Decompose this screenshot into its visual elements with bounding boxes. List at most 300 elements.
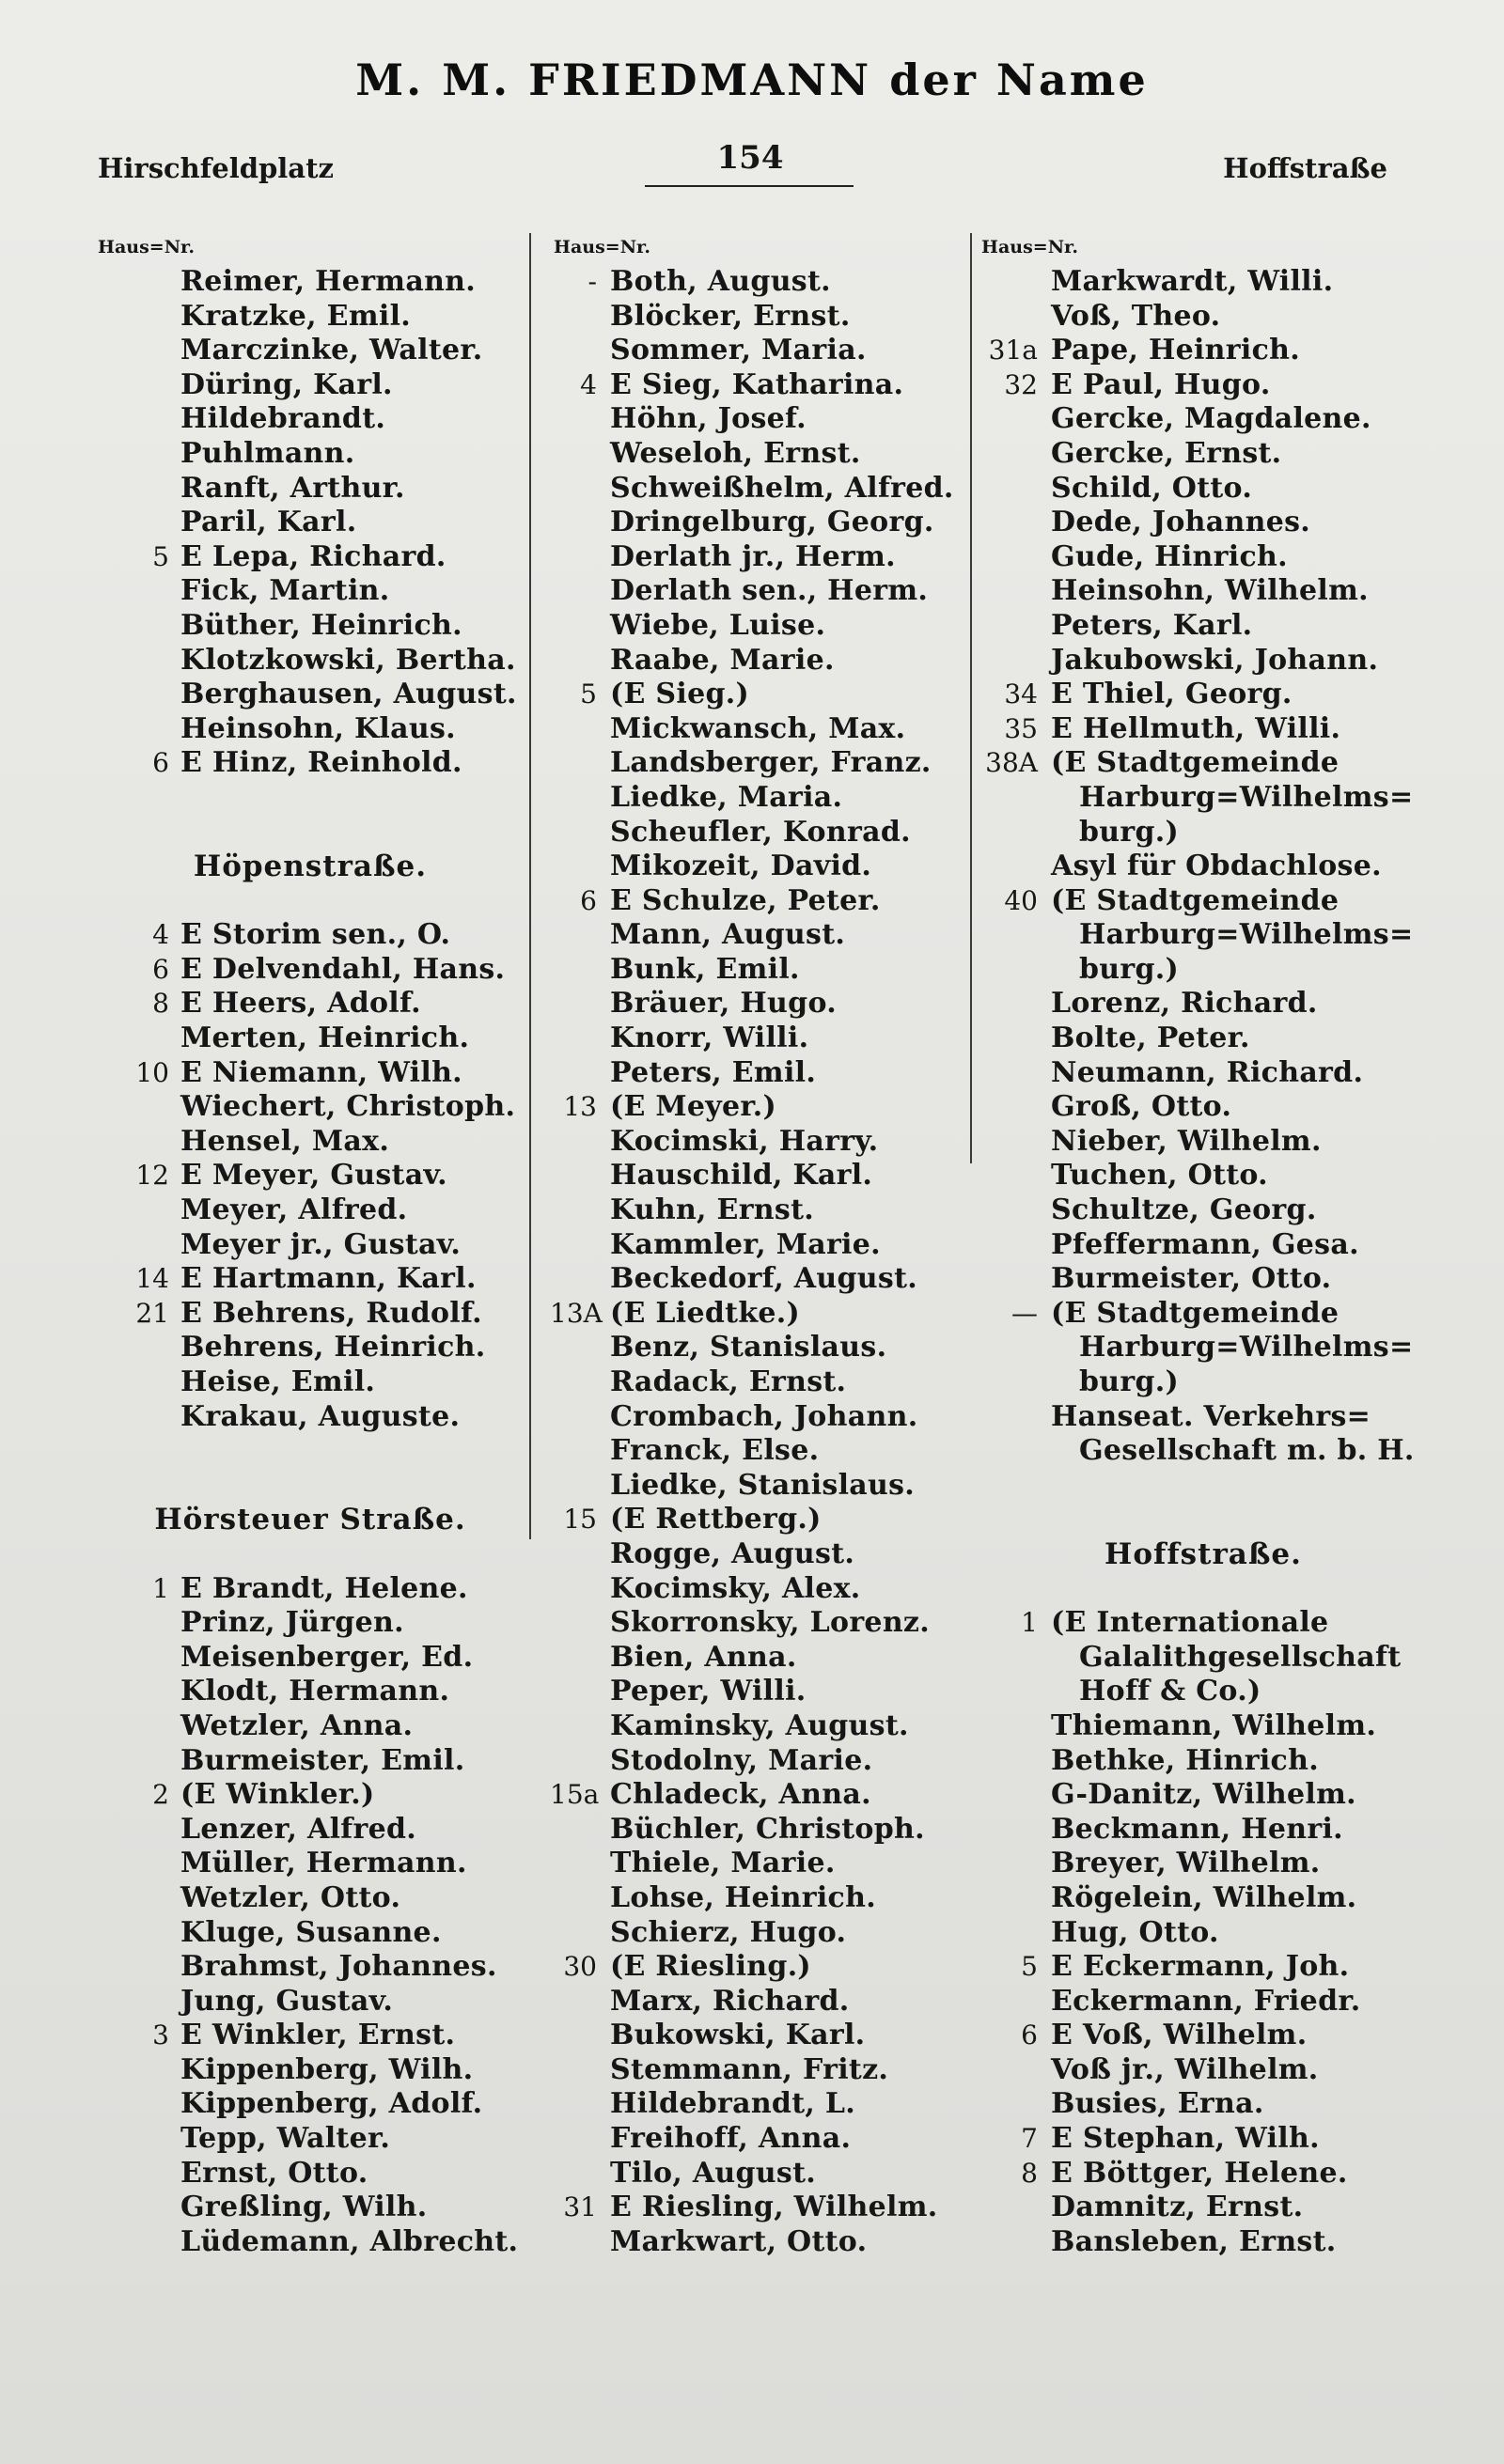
resident-name: Crombach, Johann.	[610, 1399, 918, 1433]
resident-name: Nieber, Wilhelm.	[1051, 1124, 1322, 1158]
resident-name: Bien, Anna.	[610, 1640, 797, 1674]
directory-entry	[550, 953, 973, 988]
resident-name: Thiele, Marie.	[610, 1847, 836, 1880]
street-heading: Hörsteuer Straße.	[154, 1503, 466, 1537]
resident-name: Voß jr., Wilhelm.	[1051, 2052, 1319, 2086]
directory-entry	[550, 1331, 973, 1365]
house-number: 5	[152, 540, 169, 572]
house-number: 35	[1004, 712, 1038, 744]
resident-name: Damnitz, Ernst.	[1051, 2191, 1304, 2224]
resident-name: E Hellmuth, Willi.	[1051, 711, 1341, 745]
directory-entry	[94, 540, 526, 575]
resident-name: Kippenberg, Adolf.	[180, 2087, 483, 2121]
directory-entry	[978, 2157, 1429, 2191]
directory-entry	[550, 644, 973, 678]
directory-entry	[978, 2225, 1429, 2260]
directory-entry	[550, 2087, 973, 2122]
resident-name: Pape, Heinrich.	[1051, 334, 1301, 367]
resident-name: Behrens, Heinrich.	[180, 1331, 486, 1365]
directory-entry	[978, 2019, 1429, 2053]
directory-entry	[978, 1709, 1429, 1744]
house-number: 21	[135, 1297, 169, 1329]
resident-name: E Thiel, Georg.	[1051, 678, 1292, 711]
directory-entry	[94, 1744, 526, 1779]
directory-entry	[94, 712, 526, 747]
resident-name: Bukowski, Karl.	[610, 2019, 866, 2052]
directory-entry	[978, 1778, 1429, 1813]
entry-continuation	[978, 1675, 1429, 1709]
directory-entry	[94, 1297, 526, 1332]
directory-entry	[94, 1125, 526, 1160]
resident-name: E Hinz, Reinhold.	[180, 746, 462, 780]
resident-name: Krakau, Auguste.	[180, 1399, 461, 1433]
resident-name: Lohse, Heinrich.	[610, 1880, 876, 1914]
house-number: 10	[135, 1056, 169, 1088]
resident-name: (E Stadtgemeinde	[1051, 883, 1340, 917]
directory-entry	[550, 1125, 973, 1160]
directory-entry	[550, 712, 973, 747]
directory-entry	[550, 1950, 973, 1985]
directory-entry	[550, 1262, 973, 1297]
house-number: 31	[563, 2191, 597, 2223]
resident-name: Wetzler, Otto.	[180, 1880, 401, 1914]
resident-name: Tilo, August.	[610, 2156, 816, 2190]
directory-entry	[94, 644, 526, 678]
house-number: 32	[1004, 368, 1038, 400]
resident-name: Kluge, Susanne.	[180, 1915, 442, 1949]
resident-name: Skorronsky, Lorenz.	[610, 1606, 931, 1640]
resident-name: burg.)	[1079, 952, 1180, 986]
resident-name: Beckedorf, August.	[610, 1262, 917, 1296]
house-number: 8	[152, 988, 169, 1020]
resident-name: Derlath jr., Herm.	[610, 539, 896, 573]
resident-name: Markwardt, Willi.	[1051, 265, 1334, 298]
resident-name: Hug, Otto.	[1051, 1915, 1219, 1949]
directory-entry	[550, 1881, 973, 1916]
resident-name: Schultze, Georg.	[1051, 1193, 1317, 1227]
resident-name: E Hartmann, Karl.	[180, 1262, 477, 1296]
directory-entry	[550, 2191, 973, 2225]
directory-entry	[978, 437, 1429, 472]
resident-name: Gercke, Ernst.	[1051, 436, 1282, 470]
directory-entry	[550, 1778, 973, 1813]
resident-name: Hensel, Max.	[180, 1124, 390, 1158]
directory-entry	[94, 472, 526, 507]
directory-entry	[978, 1159, 1429, 1193]
resident-name: Heise, Emil.	[180, 1365, 376, 1398]
directory-entry	[94, 746, 526, 781]
resident-name: Harburg=Wilhelms=	[1079, 780, 1414, 814]
resident-name: Peters, Emil.	[610, 1055, 817, 1089]
directory-column-3	[978, 229, 1429, 2259]
resident-name: (E Sieg.)	[610, 678, 749, 711]
resident-name: Hildebrandt, L.	[610, 2087, 855, 2121]
spacer	[978, 1503, 1429, 1537]
resident-name: Mikozeit, David.	[610, 850, 872, 883]
resident-name: Meyer jr., Gustav.	[180, 1227, 462, 1261]
entry-continuation	[978, 1434, 1429, 1469]
resident-name: Mann, August.	[610, 918, 846, 952]
resident-name: Bolte, Peter.	[1051, 1021, 1250, 1055]
resident-name: Fick, Martin.	[180, 574, 390, 608]
directory-entry	[978, 987, 1429, 1021]
house-number: 1	[1021, 1607, 1038, 1639]
resident-name: Hanseat. Verkehrs=	[1051, 1399, 1371, 1433]
resident-name: Burmeister, Emil.	[180, 1743, 465, 1777]
resident-name: (E Meyer.)	[610, 1090, 777, 1124]
directory-entry	[978, 1985, 1429, 2020]
resident-name: Meyer, Alfred.	[180, 1193, 408, 1227]
directory-entry	[94, 1847, 526, 1881]
directory-entry	[550, 1297, 973, 1332]
house-number: 5	[580, 678, 597, 710]
house-number: 12	[135, 1160, 169, 1192]
directory-entry	[550, 850, 973, 884]
directory-entry	[978, 1881, 1429, 1916]
resident-name: Knorr, Willi.	[610, 1021, 809, 1055]
house-number: —	[1011, 1297, 1038, 1329]
spacer	[94, 1469, 526, 1504]
directory-entry	[550, 1744, 973, 1779]
resident-name: Hoff & Co.)	[1079, 1675, 1261, 1708]
resident-name: Rogge, August.	[610, 1536, 855, 1570]
resident-name: Peters, Karl.	[1051, 608, 1253, 642]
page-number-rule	[645, 185, 854, 187]
directory-entry	[550, 472, 973, 507]
entry-continuation	[978, 1365, 1429, 1400]
resident-name: Gercke, Magdalene.	[1051, 402, 1371, 436]
directory-entry	[94, 1021, 526, 1056]
directory-entry	[94, 2053, 526, 2088]
directory-entry	[94, 1262, 526, 1297]
resident-name: Liedke, Stanislaus.	[610, 1468, 916, 1502]
resident-name: Marczinke, Walter.	[180, 334, 483, 367]
column-header: Haus=Nr.	[981, 237, 1078, 257]
entry-continuation	[978, 1331, 1429, 1365]
directory-entry	[550, 2225, 973, 2260]
resident-name: Breyer, Wilhelm.	[1051, 1847, 1321, 1880]
house-number: 34	[1004, 678, 1038, 710]
resident-name: Tepp, Walter.	[180, 2122, 391, 2156]
resident-name: G-Danitz, Wilhelm.	[1051, 1778, 1356, 1812]
resident-name: Voß, Theo.	[1051, 299, 1221, 333]
directory-entry	[94, 1709, 526, 1744]
resident-name: E Meyer, Gustav.	[180, 1159, 447, 1193]
directory-entry	[94, 1881, 526, 1916]
resident-name: Jung, Gustav.	[180, 1984, 394, 2018]
directory-entry	[550, 781, 973, 816]
resident-name: Benz, Stanislaus.	[610, 1331, 887, 1365]
resident-name: Gude, Hinrich.	[1051, 539, 1288, 573]
directory-entry	[550, 987, 973, 1021]
house-number: 31a	[988, 335, 1038, 366]
directory-entry	[550, 540, 973, 575]
house-number: 2	[152, 1779, 169, 1811]
resident-name: Büchler, Christoph.	[610, 1812, 925, 1846]
column-header: Haus=Nr.	[98, 237, 195, 257]
resident-name: Dede, Johannes.	[1051, 506, 1311, 539]
resident-name: E Behrens, Rudolf.	[180, 1296, 482, 1330]
directory-entry	[94, 1641, 526, 1676]
directory-entry	[978, 712, 1429, 747]
spacer	[978, 1572, 1429, 1607]
advertisement-banner: M. M. FRIEDMANN der Name	[355, 55, 1149, 105]
directory-entry	[978, 1228, 1429, 1263]
directory-entry	[978, 1813, 1429, 1848]
directory-entry	[550, 300, 973, 335]
directory-entry	[550, 1675, 973, 1709]
directory-entry	[550, 334, 973, 368]
resident-name: E Lepa, Richard.	[180, 539, 446, 573]
resident-name: Busies, Erna.	[1051, 2087, 1264, 2121]
resident-name: Pfeffermann, Gesa.	[1051, 1227, 1359, 1261]
resident-name: Bethke, Hinrich.	[1051, 1743, 1319, 1777]
resident-name: E Winkler, Ernst.	[180, 2019, 456, 2052]
directory-entry	[550, 2157, 973, 2191]
resident-name: Brahmst, Johannes.	[180, 1950, 497, 1984]
directory-entry	[978, 540, 1429, 575]
directory-entry	[94, 402, 526, 437]
directory-entry	[550, 609, 973, 644]
resident-name: Markwart, Otto.	[610, 2224, 868, 2258]
resident-name: Asyl für Obdachlose.	[1051, 850, 1382, 883]
running-head-left: Hirschfeldplatz	[98, 152, 334, 184]
directory-entry	[550, 1503, 973, 1537]
directory-entry	[978, 1021, 1429, 1056]
directory-entry	[94, 1950, 526, 1985]
directory-entry	[94, 1400, 526, 1435]
directory-entry	[550, 816, 973, 850]
directory-entry	[550, 1365, 973, 1400]
resident-name: Kammler, Marie.	[610, 1227, 881, 1261]
resident-name: Freihoff, Anna.	[610, 2122, 852, 2156]
resident-name: E Storim sen., O.	[180, 918, 451, 952]
directory-entry	[94, 1365, 526, 1400]
resident-name: Groß, Otto.	[1051, 1090, 1232, 1124]
resident-name: Liedke, Maria.	[610, 780, 843, 814]
resident-name: Hildebrandt.	[180, 402, 386, 436]
house-number: 4	[152, 919, 169, 951]
directory-entry	[94, 1916, 526, 1951]
resident-name: Kocimsky, Alex.	[610, 1571, 861, 1605]
resident-name: E Sieg, Katharina.	[610, 367, 904, 401]
resident-name: Schild, Otto.	[1051, 471, 1253, 505]
column-header: Haus=Nr.	[554, 237, 650, 257]
resident-name: Düring, Karl.	[180, 367, 393, 401]
directory-entry	[94, 334, 526, 368]
directory-entry	[978, 746, 1429, 781]
directory-entry	[978, 678, 1429, 712]
directory-entry	[94, 2191, 526, 2225]
house-number: 6	[1021, 2020, 1038, 2051]
directory-entry	[94, 368, 526, 403]
resident-name: Hauschild, Karl.	[610, 1159, 873, 1193]
directory-entry	[94, 300, 526, 335]
directory-entry	[94, 437, 526, 472]
directory-entry	[94, 2087, 526, 2122]
resident-name: Müller, Hermann.	[180, 1847, 467, 1880]
resident-name: E Brandt, Helene.	[180, 1571, 468, 1605]
directory-entry	[550, 1985, 973, 2020]
house-number: 5	[1021, 1951, 1038, 1983]
spacer	[94, 816, 526, 850]
resident-name: Ranft, Arthur.	[180, 471, 405, 505]
directory-entry	[94, 1675, 526, 1709]
spacer	[94, 884, 526, 919]
resident-name: Tuchen, Otto.	[1051, 1159, 1268, 1193]
directory-entry	[978, 1193, 1429, 1228]
directory-entry	[550, 746, 973, 781]
house-number: 6	[580, 884, 597, 916]
directory-entry	[94, 574, 526, 609]
house-number: 14	[135, 1263, 169, 1295]
resident-name: Thiemann, Wilhelm.	[1051, 1708, 1377, 1742]
directory-entry	[550, 1159, 973, 1193]
directory-entry	[94, 2122, 526, 2157]
resident-name: Jakubowski, Johann.	[1051, 643, 1379, 677]
directory-entry	[94, 1813, 526, 1848]
directory-entry	[978, 1950, 1429, 1985]
resident-name: Landsberger, Franz.	[610, 746, 932, 780]
directory-entry	[94, 1159, 526, 1193]
directory-entry	[550, 1469, 973, 1504]
resident-name: Rögelein, Wilhelm.	[1051, 1880, 1357, 1914]
resident-name: Schweißhelm, Alfred.	[610, 471, 954, 505]
resident-name: Radack, Ernst.	[610, 1365, 847, 1398]
directory-entry	[94, 1606, 526, 1641]
directory-entry	[978, 2122, 1429, 2157]
directory-entry	[94, 1228, 526, 1263]
resident-name: Wiechert, Christoph.	[180, 1090, 516, 1124]
resident-name: E Paul, Hugo.	[1051, 367, 1271, 401]
directory-entry	[978, 1916, 1429, 1951]
house-number: 15a	[550, 1779, 600, 1811]
resident-name: Höhn, Josef.	[610, 402, 807, 436]
house-number: 7	[1021, 2123, 1038, 2155]
house-number: 30	[563, 1951, 597, 1983]
resident-name: Prinz, Jürgen.	[180, 1606, 404, 1640]
resident-name: Mickwansch, Max.	[610, 711, 906, 745]
directory-column-2	[550, 229, 973, 2259]
resident-name: Meisenberger, Ed.	[180, 1640, 474, 1674]
resident-name: (E Stadtgemeinde	[1051, 746, 1340, 780]
house-number: 6	[152, 747, 169, 779]
directory-entry	[94, 1778, 526, 1813]
resident-name: Klodt, Hermann.	[180, 1675, 450, 1708]
directory-entry	[94, 678, 526, 712]
resident-name: Scheufler, Konrad.	[610, 815, 911, 849]
directory-entry	[978, 2053, 1429, 2088]
directory-entry	[978, 506, 1429, 540]
directory-entry	[978, 2087, 1429, 2122]
directory-entry	[94, 506, 526, 540]
house-number: 1	[152, 1572, 169, 1604]
house-number: 38A	[985, 747, 1038, 779]
house-number: 13A	[550, 1297, 603, 1329]
directory-entry	[550, 1228, 973, 1263]
resident-name: Büther, Heinrich.	[180, 608, 462, 642]
directory-entry	[978, 1262, 1429, 1297]
resident-name: Chladeck, Anna.	[610, 1778, 871, 1812]
resident-name: Both, August.	[610, 265, 831, 298]
resident-name: Lüdemann, Albrecht.	[180, 2224, 519, 2258]
directory-entry	[94, 1985, 526, 2020]
house-number: -	[588, 266, 597, 297]
spacer	[94, 781, 526, 816]
directory-entry	[550, 918, 973, 953]
resident-name: E Böttger, Helene.	[1051, 2156, 1348, 2190]
resident-name: Reimer, Hermann.	[180, 265, 477, 298]
house-number: 3	[152, 2020, 169, 2051]
directory-entry	[94, 2225, 526, 2260]
directory-entry	[550, 678, 973, 712]
resident-name: (E Winkler.)	[180, 1778, 375, 1812]
resident-name: (E Riesling.)	[610, 1950, 811, 1984]
directory-entry	[978, 1297, 1429, 1332]
directory-entry	[978, 265, 1429, 300]
directory-entry	[550, 1572, 973, 1607]
resident-name: Harburg=Wilhelms=	[1079, 1331, 1414, 1365]
directory-entry	[94, 609, 526, 644]
directory-entry	[94, 953, 526, 988]
directory-entry	[978, 300, 1429, 335]
directory-entry	[550, 1709, 973, 1744]
resident-name: Stemmann, Fritz.	[610, 2052, 889, 2086]
house-number: 13	[563, 1091, 597, 1123]
street-heading: Hoffstraße.	[1104, 1536, 1302, 1571]
resident-name: Schierz, Hugo.	[610, 1915, 847, 1949]
street-heading: Höpenstraße.	[193, 850, 428, 884]
directory-entry	[978, 609, 1429, 644]
directory-entry	[550, 1537, 973, 1572]
house-number: 40	[1004, 884, 1038, 916]
directory-entry	[550, 2053, 973, 2088]
resident-name: E Eckermann, Joh.	[1051, 1950, 1350, 1984]
resident-name: Franck, Else.	[610, 1434, 820, 1468]
directory-entry	[978, 884, 1429, 919]
resident-name: (E Rettberg.)	[610, 1503, 822, 1536]
house-number: 15	[563, 1504, 597, 1536]
directory-entry	[550, 1813, 973, 1848]
resident-name: E Niemann, Wilh.	[180, 1055, 462, 1089]
directory-entry	[550, 2019, 973, 2053]
directory-entry	[94, 918, 526, 953]
directory-entry	[94, 2157, 526, 2191]
directory-entry	[978, 334, 1429, 368]
directory-entry	[550, 1400, 973, 1435]
resident-name: Klotzkowski, Bertha.	[180, 643, 516, 677]
resident-name: Kuhn, Ernst.	[610, 1193, 815, 1227]
directory-entry	[550, 402, 973, 437]
resident-name: Bräuer, Hugo.	[610, 987, 837, 1021]
resident-name: E Heers, Adolf.	[180, 987, 421, 1021]
resident-name: Stodolny, Marie.	[610, 1743, 873, 1777]
resident-name: E Stephan, Wilh.	[1051, 2122, 1320, 2156]
resident-name: Neumann, Richard.	[1051, 1055, 1364, 1089]
directory-column-1	[94, 229, 526, 2259]
directory-entry	[550, 1641, 973, 1676]
resident-name: Galalithgesellschaft	[1079, 1640, 1402, 1674]
resident-name: Derlath sen., Herm.	[610, 574, 929, 608]
resident-name: Blöcker, Ernst.	[610, 299, 851, 333]
resident-name: (E Stadtgemeinde	[1051, 1296, 1340, 1330]
directory-entry	[978, 402, 1429, 437]
resident-name: Kippenberg, Wilh.	[180, 2052, 474, 2086]
resident-name: Paril, Karl.	[180, 506, 357, 539]
house-number: 6	[152, 953, 169, 985]
resident-name: Kratzke, Emil.	[180, 299, 412, 333]
directory-entry	[550, 265, 973, 300]
